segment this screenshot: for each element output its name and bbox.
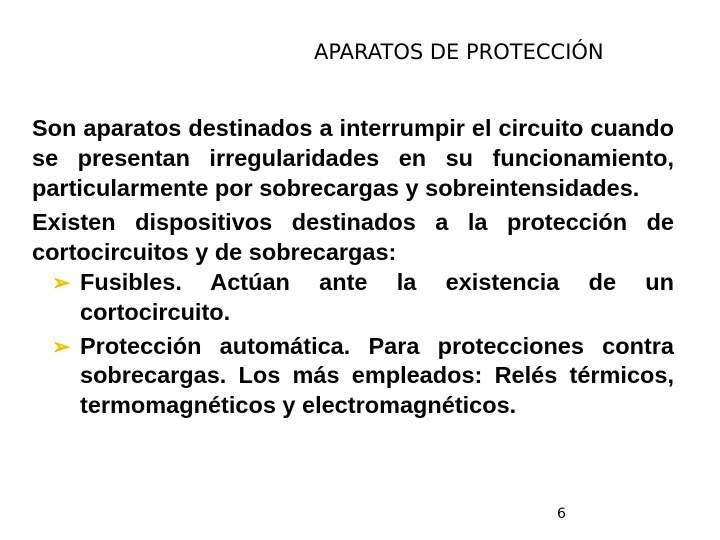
paragraph-definition: Son aparatos destinados a interrumpir el circuito cuando se presentan irregularidades en su funcionamiento, particularmente por sobrecargas y sobreintensidades.	[32, 115, 674, 201]
bullet-item-fusibles	[32, 268, 674, 328]
paragraph-devices: Existen dispositivos destinados a la protección de cortocircuitos y de sobrecargas:	[32, 209, 674, 266]
arrow-bullet-icon: ➢	[52, 269, 71, 295]
slide-body	[32, 114, 674, 421]
bullet-text: Fusibles. Actúan ante la existencia de un cortocircuito.	[80, 268, 674, 325]
arrow-bullet-icon: ➢	[52, 333, 71, 359]
page-number: 6	[557, 506, 566, 522]
bullet-item-proteccion-automatica	[32, 332, 674, 421]
bullet-list	[32, 268, 674, 421]
bullet-text: Protección automática. Para protecciones contra sobrecargas. Los más empleados: Relés térmicos, termomagnéticos y electromagnéticos.	[80, 332, 674, 419]
slide-title: APARATOS DE PROTECCIÓN	[314, 40, 604, 64]
